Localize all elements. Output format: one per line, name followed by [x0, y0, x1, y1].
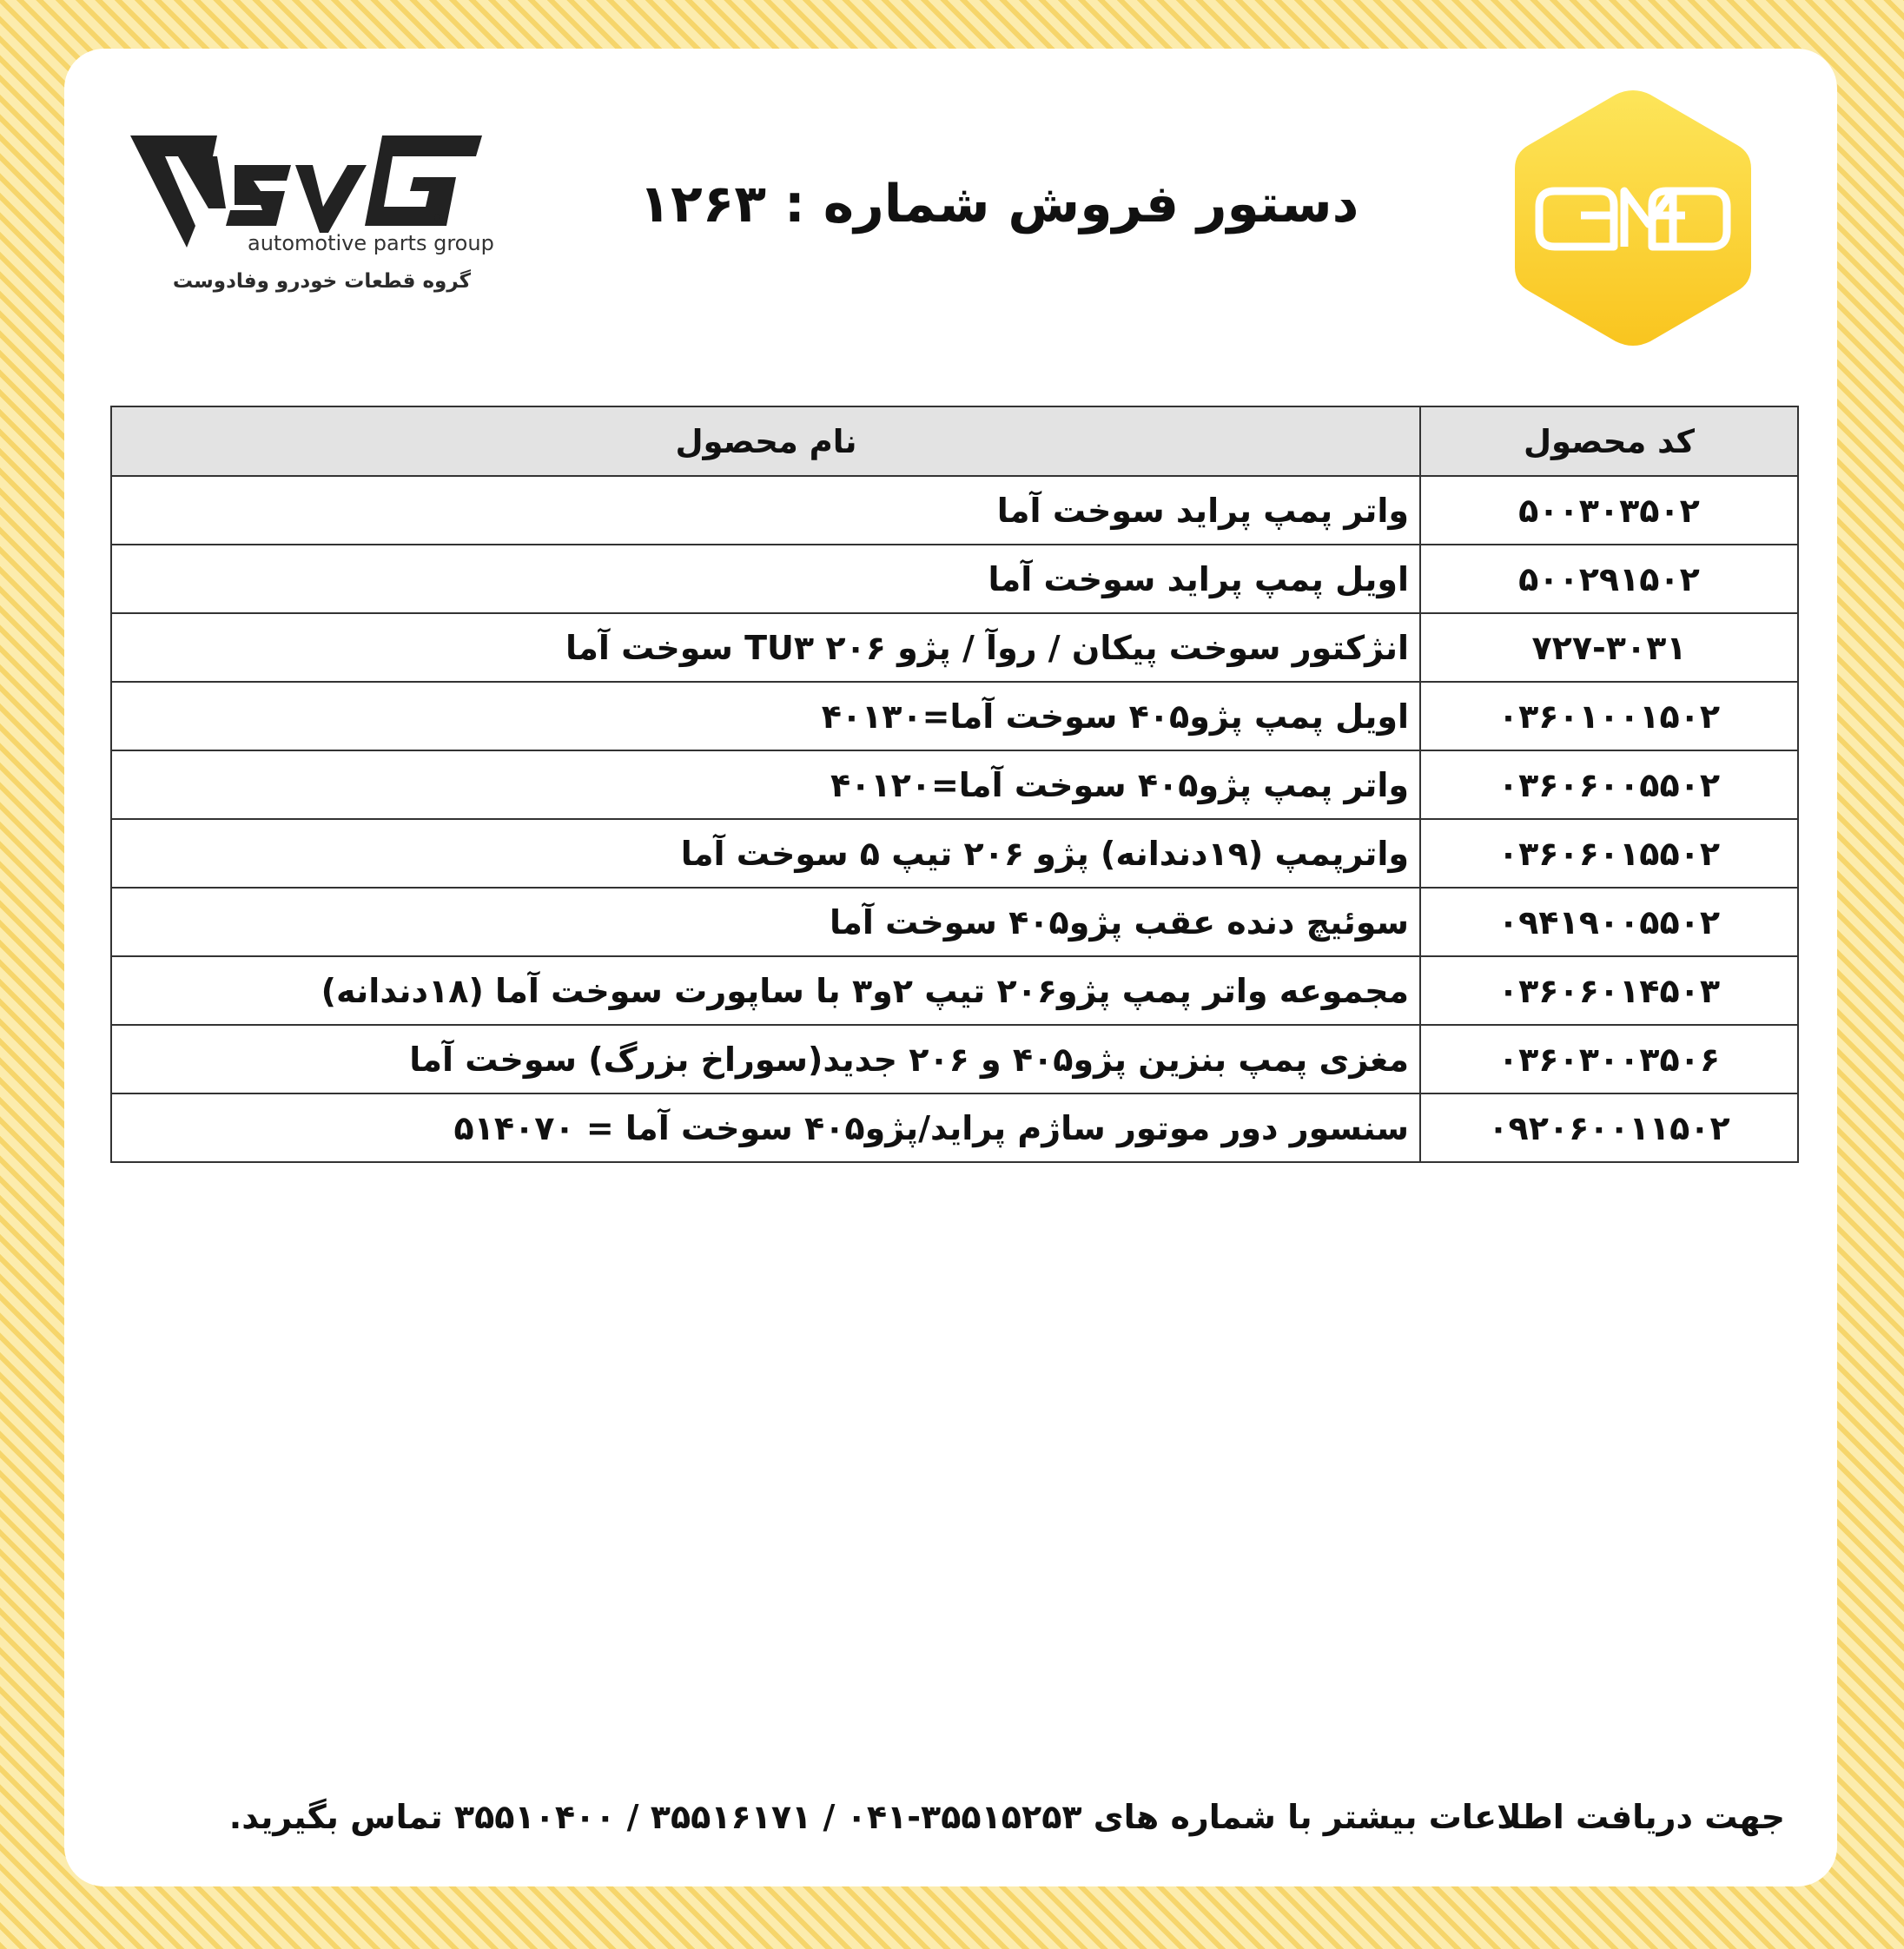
table-row [111, 682, 1798, 750]
table-header-row [111, 406, 1798, 476]
product-code-cell: ۰۹۲۰۶۰۰۱۱۵۰۲ [1420, 1093, 1798, 1162]
svg-text:®: ® [433, 212, 445, 226]
product-code-cell: ۵۰۰۲۹۱۵۰۲ [1420, 545, 1798, 613]
table-row [111, 1025, 1798, 1093]
product-table [110, 406, 1799, 1163]
product-name-cell: واتر پمپ پراید سوخت آما [111, 476, 1420, 545]
product-code-cell: ۰۳۶۰۶۰۱۴۵۰۳ [1420, 956, 1798, 1025]
ama-logo [1510, 85, 1756, 351]
gsvg-subtitle: گروه قطعات خودرو وفادوست [172, 270, 471, 293]
gsvg-tagline: automotive parts group [248, 231, 494, 255]
product-code-cell: ۰۹۴۱۹۰۰۵۵۰۲ [1420, 888, 1798, 956]
product-name-cell: اویل پمپ پژو۴۰۵ سوخت آما=۴۰۱۳۰ [111, 682, 1420, 750]
table-row [111, 545, 1798, 613]
product-name-cell: مغزی پمپ بنزین پژو۴۰۵ و ۲۰۶ جدید(سوراخ بزرگ) سوخت آما [111, 1025, 1420, 1093]
product-code-cell: ۵۰۰۳۰۳۵۰۲ [1420, 476, 1798, 545]
gsvg-logo-mark [130, 130, 517, 269]
header-product-name: نام محصول [111, 406, 1420, 476]
product-code-cell: ۰۳۶۰۱۰۰۱۵۰۲ [1420, 682, 1798, 750]
product-name-cell: انژکتور سوخت پیکان / روآ / پژو ۲۰۶ TU۳ سوخت آما [111, 613, 1420, 682]
product-table-container [110, 406, 1799, 1163]
product-name-cell: مجموعه واتر پمپ پژو۲۰۶ تیپ ۲و۳ با ساپورت سوخت آما (۱۸دندانه) [111, 956, 1420, 1025]
product-name-cell: سنسور دور موتور ساژم پراید/پژو۴۰۵ سوخت آما = ۵۱۴۰۷۰ [111, 1093, 1420, 1162]
header-product-code: کد محصول [1420, 406, 1798, 476]
table-row [111, 750, 1798, 819]
gsvg-logo [130, 130, 517, 269]
product-name-cell: سوئیچ دنده عقب پژو۴۰۵ سوخت آما [111, 888, 1420, 956]
product-code-cell: ۰۳۶۰۶۰۱۵۵۰۲ [1420, 819, 1798, 888]
product-name-cell: واتر پمپ پژو۴۰۵ سوخت آما=۴۰۱۲۰ [111, 750, 1420, 819]
product-name-cell: واترپمپ (۱۹دندانه) پژو ۲۰۶ تیپ ۵ سوخت آما [111, 819, 1420, 888]
table-row [111, 476, 1798, 545]
ama-hexagon-icon [1510, 85, 1756, 351]
table-row [111, 956, 1798, 1025]
table-row [111, 1093, 1798, 1162]
product-name-cell: اویل پمپ پراید سوخت آما [111, 545, 1420, 613]
table-row [111, 888, 1798, 956]
table-row [111, 613, 1798, 682]
table-row [111, 819, 1798, 888]
product-code-cell: ۰۳۶۰۳۰۰۳۵۰۶ [1420, 1025, 1798, 1093]
product-code-cell: ۰۳۶۰۶۰۰۵۵۰۲ [1420, 750, 1798, 819]
footer-contact-text: جهت دریافت اطلاعات بیشتر با شماره های ۳۵۵۱۵۲۵۳-۰۴۱ / ۳۵۵۱۶۱۷۱ / ۳۵۵۱۰۴۰۰ تماس بگیرید. [228, 1798, 1785, 1836]
product-code-cell: ۷۲۷-۳۰۳۱ [1420, 613, 1798, 682]
page-title: دستور فروش شماره : ۱۲۶۳ [638, 174, 1359, 235]
